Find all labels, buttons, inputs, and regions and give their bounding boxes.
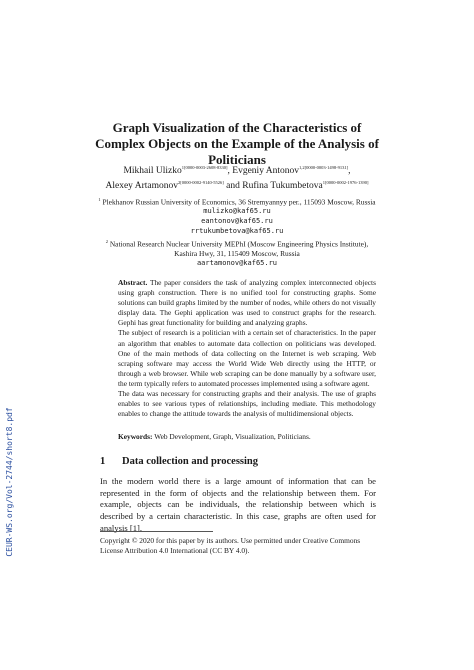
author-separator: and <box>223 181 243 192</box>
section-heading <box>100 455 258 468</box>
affiliation-1 <box>60 195 414 207</box>
author-name: Mikhail Ulizko <box>123 166 182 177</box>
author-name: Rufina Tukumbetova <box>242 181 323 192</box>
body-paragraph: In the modern world there is a large amount of information that can be represented in the form of objects and the relationship between them. For example, objects can be individuals, the relationship between which is described by a certain characteristic. In this case, graphs are often used for analysis [1]. <box>100 476 376 533</box>
affiliations <box>60 195 414 269</box>
author-name: Evgeniy Antonov <box>232 166 300 177</box>
affiliation-address: Kashira Hwy, 31, 115409 Moscow, Russia <box>174 248 300 258</box>
paper-title: Graph Visualization of the Characteristics of Complex Objects on the Example of the Analysis of Politicians <box>95 120 379 167</box>
affiliation-2 <box>60 237 414 249</box>
abstract-label: Abstract. <box>118 278 148 287</box>
ceur-side-link[interactable] <box>2 352 18 612</box>
email: mulizko@kaf65.ru <box>203 207 271 216</box>
email: aartamonov@kaf65.ru <box>196 258 278 267</box>
author-name: Alexey Artamonov <box>105 181 179 192</box>
abstract <box>118 278 376 419</box>
ceur-side-link-text[interactable]: CEUR-WS.org/Vol-2744/short8.pdf <box>5 407 14 557</box>
affiliation-marker: 1 <box>98 197 101 202</box>
author-orcid: 2[0000-0002-9140-5526] <box>178 180 224 186</box>
section-title: Data collection and processing <box>122 456 259 467</box>
author-separator: , <box>227 166 233 177</box>
section-number: 1 <box>100 456 106 467</box>
abstract-paragraph-2: The subject of research is a politician with a certain set of characteristics. In the paper an algorithm that enables to automate data collection on politicians was developed. One of the main methods of data collecting on the Internet is web scraping. Web scraping software may access the World Wide Web directly using the HTTP, or through a web browser. While web scraping can be done manually by a software user, the term typically refers to automated processes implemented using a software agent. <box>118 328 376 388</box>
email: rrtukumbetova@kaf65.ru <box>190 226 284 235</box>
affiliation-text: Plekhanov Russian University of Economics, 36 Stremyannyy per., 115093 Moscow, Russia <box>100 197 376 207</box>
author-list <box>60 162 414 192</box>
author-orcid: 1[0000-0003-2608-8330] <box>181 165 228 170</box>
keywords-text: Web Development, Graph, Visualization, Politicians. <box>152 432 311 441</box>
keywords <box>118 432 376 442</box>
affiliation-text: National Research Nuclear University MEPhI (Moscow Engineering Physics Institute), <box>107 239 369 249</box>
footnote-rule <box>100 531 213 532</box>
keywords-label: Keywords: <box>118 432 153 441</box>
author-orcid: 1[0000-0002-1976-1390] <box>322 180 369 186</box>
author-orcid: 1,2[0000-0003-1498-9131] <box>299 165 349 170</box>
abstract-paragraph-1 <box>118 278 376 328</box>
author-separator: , <box>348 166 351 177</box>
abstract-paragraph-3: The data was necessary for constructing graphs and their analysis. The use of graphs enables to see various types of relationships, including mediate. This methodology enables to change the attitude towards the analysis of multidimensional objects. <box>118 389 376 419</box>
copyright-footnote: Copyright © 2020 for this paper by its authors. Use permitted under Creative Commons License Attribution 4.0 International (CC BY 4.0). <box>100 536 361 555</box>
email: eantonov@kaf65.ru <box>201 217 273 226</box>
abstract-text: The paper considers the task of analyzing complex interconnected objects using graph construction. There is no unified tool for constructing graphs. Some solutions can build graphs limited by the number of nodes, while others do not visually display data. The Gephi application was used to construct graphs for the research. Gephi has great functionality for building and analyzing graphs. <box>118 278 376 328</box>
affiliation-marker: 2 <box>105 238 108 244</box>
